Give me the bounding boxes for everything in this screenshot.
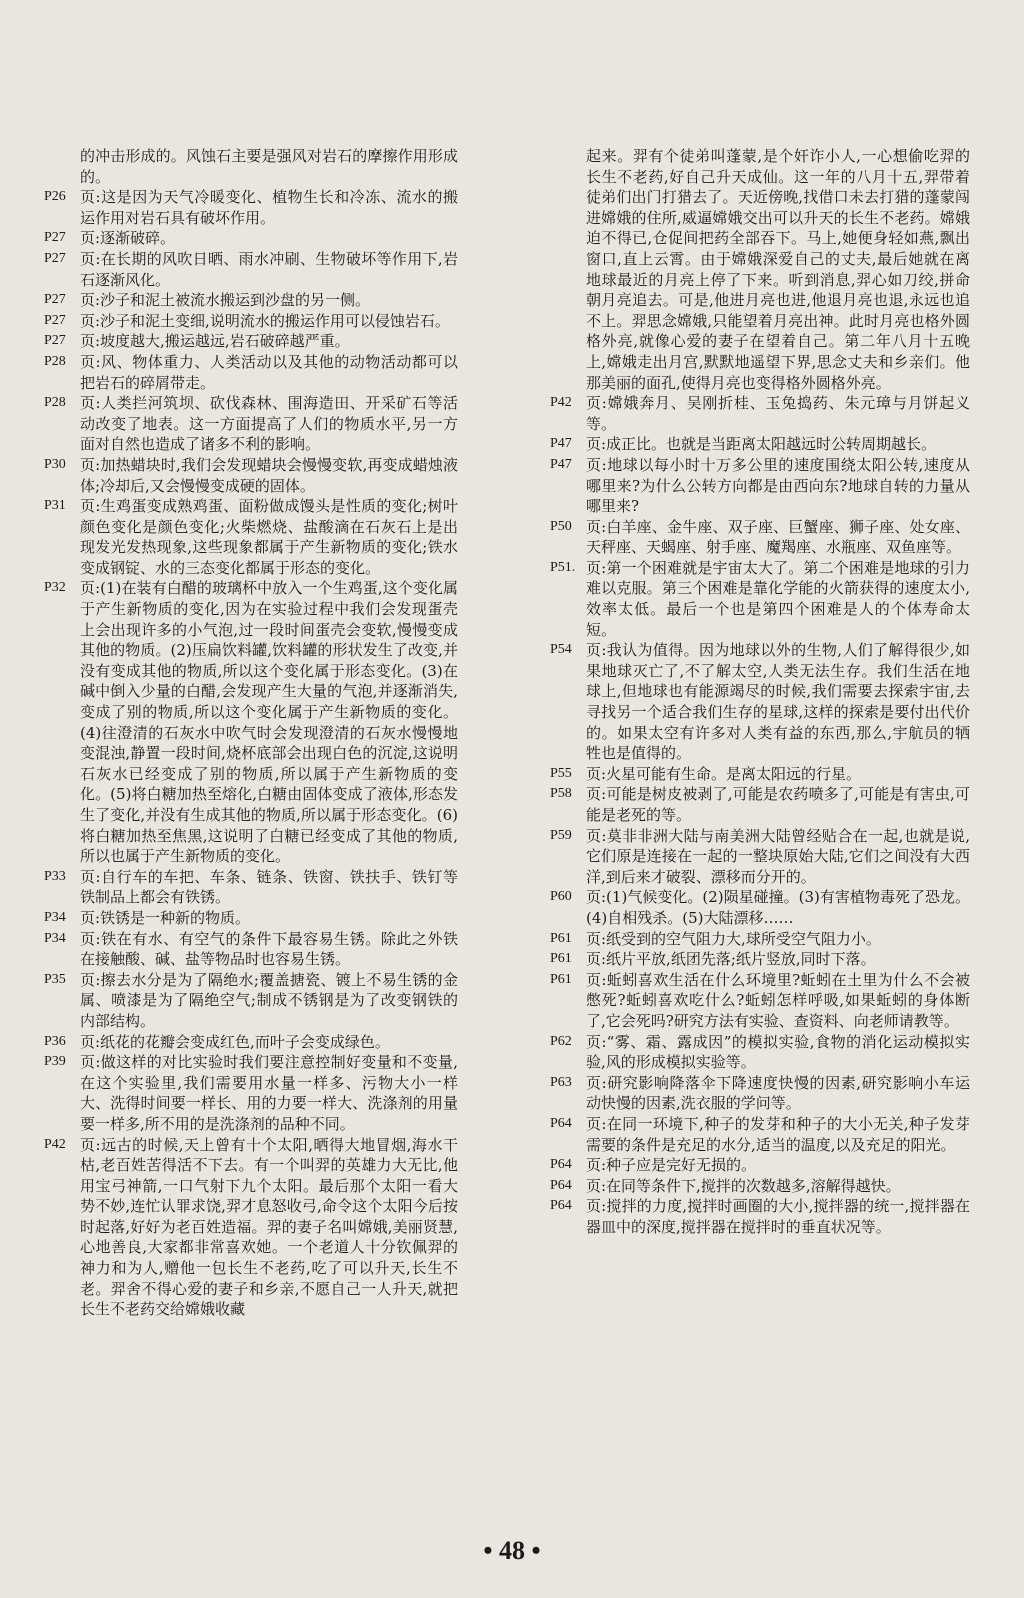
answer-text: 页:风、物体重力、人类活动以及其他的动物活动都可以把岩石的碎屑带走。 (80, 352, 458, 392)
page-ref: P27 (44, 250, 66, 266)
answer-text: 页:铁在有水、有空气的条件下最容易生锈。除此之外铁在接触酸、碱、盐等物品时也容易生锈。 (80, 929, 458, 969)
page-ref: P42 (44, 1136, 66, 1152)
page-ref: P61 (550, 951, 572, 967)
answer-entry (550, 826, 970, 888)
answer-text: 页:这是因为天气冷暖变化、植物生长和冷冻、流水的搬运作用对岩石具有破坏作用。 (80, 188, 458, 227)
answer-text: 页:沙子和泥土变细,说明流水的搬运作用可以侵蚀岩石。 (80, 311, 450, 330)
right-column (550, 146, 970, 1237)
answer-entry (44, 929, 458, 970)
answer-entry (44, 970, 458, 1032)
page-ref: P27 (44, 292, 66, 308)
answer-entry (44, 578, 458, 866)
answer-text: 页:沙子和泥土被流水搬运到沙盘的另一侧。 (80, 291, 371, 310)
answer-text: 页:蚯蚓喜欢生活在什么环境里?蚯蚓在土里为什么不会被憋死?蚯蚓喜欢吃什么?蚯蚓怎样呼吸,如果蚯蚓的身体断了,它会死吗?研究方法有实验、查资料、向老师请教等。 (586, 970, 970, 1030)
answer-text: 页:(1)气候变化。(2)陨星碰撞。(3)有害植物毒死了恐龙。(4)自相残杀。(5)大陆漂移…… (586, 888, 970, 927)
answer-entry (44, 290, 458, 311)
answer-entry (44, 1052, 458, 1134)
answer-text: 页:种子应是完好无损的。 (586, 1156, 757, 1175)
answer-entry (44, 908, 458, 929)
answer-continuation (550, 146, 970, 393)
answer-entry (44, 867, 458, 908)
page-ref: P64 (550, 1115, 572, 1131)
answer-entry (44, 1032, 458, 1053)
answer-text: 页:纸片平放,纸团先落;纸片竖放,同时下落。 (586, 950, 876, 969)
answer-entry (44, 455, 458, 496)
page-ref: P61 (550, 930, 572, 946)
page-ref: P27 (44, 230, 66, 246)
answer-text: 页:在同等条件下,搅拌的次数越多,溶解得越快。 (586, 1176, 901, 1195)
answer-text: 页:逐渐破碎。 (80, 229, 176, 248)
answer-entry (44, 228, 458, 249)
page-ref: P32 (44, 580, 66, 596)
answer-entry (550, 558, 970, 640)
answer-entry (550, 887, 970, 928)
page-ref: P39 (44, 1054, 66, 1070)
answer-entry (44, 331, 458, 352)
answer-text: 页:我认为值得。因为地球以外的生物,人们了解得很少,如果地球灭亡了,不了解太空,人类无法生存。我们生活在地球上,但地球也有能源竭尽的时候,我们需要去探索宇宙,去寻找另一个适合我们生存的星球,这样的探索是要付出代价的。如果太空有许多对人类有益的东西,那么,宇航员的牺牲也是值得的。 (586, 641, 970, 763)
answer-entry (44, 393, 458, 455)
answer-text: 页:在同一环境下,种子的发芽和种子的大小无关,种子发芽需要的条件是充足的水分,适当的温度,以及充足的阳光。 (586, 1114, 970, 1154)
page-ref: P42 (550, 395, 572, 411)
page-ref: P47 (550, 456, 572, 472)
answer-text: 页:生鸡蛋变成熟鸡蛋、面粉做成馒头是性质的变化;树叶颜色变化是颜色变化;火柴燃烧、盐酸滴在石灰石上是出现发光发热现象,这些现象都属于产生新物质的变化;铁水变成钢锭、水的三态变化都属于形态的变化。 (80, 497, 458, 577)
page-ref: P35 (44, 971, 66, 987)
answer-text: 页:第一个困难就是宇宙太大了。第二个困难是地球的引力难以克服。第三个困难是靠化学能的火箭获得的速度太小,效率太低。最后一个也是第四个困难是人的个体寿命太短。 (586, 558, 970, 639)
answer-entry (550, 393, 970, 434)
page-ref: P30 (44, 456, 66, 472)
answer-text: 页:铁锈是一种新的物质。 (80, 908, 251, 927)
page-ref: P64 (550, 1157, 572, 1173)
answer-text: 页:在长期的风吹日晒、雨水冲刷、生物破坏等作用下,岩石逐渐风化。 (80, 249, 458, 289)
page-ref: P63 (550, 1074, 572, 1090)
answer-entry (550, 434, 970, 455)
page-ref: P28 (44, 353, 66, 369)
page-number: • 48 • (483, 1536, 541, 1565)
page-ref: P59 (550, 827, 572, 843)
answer-text: 页:远古的时候,天上曾有十个太阳,晒得大地冒烟,海水干枯,老百姓苦得活不下去。有一个叫羿的英雄力大无比,他用宝弓神箭,一口气射下九个太阳。最后那个太阳一看大势不妙,连忙认罪求饶,羿才息怒收弓,命令这个太阳今后按时起落,好好为老百姓造福。羿的妻子名叫嫦娥,美丽贤慧,心地善良,大家都非常喜欢她。一个老道人十分钦佩羿的神力和为人,赠他一包长生不老药,吃了可以升天,长生不老。羿舍不得心爱的妻子和乡亲,不愿自己一人升天,就把长生不老药交给嫦娥收藏 (80, 1135, 458, 1319)
answer-entry (550, 1073, 970, 1114)
page-ref: P27 (44, 312, 66, 328)
page-ref: P60 (550, 889, 572, 905)
page-ref: P64 (550, 1198, 572, 1214)
page-ref: P54 (550, 642, 572, 658)
answer-entry (550, 1114, 970, 1155)
answer-text: 页:擦去水分是为了隔绝水;覆盖搪瓷、镀上不易生锈的金属、喷漆是为了隔绝空气;制成不锈钢是为了改变钢铁的内部结构。 (80, 970, 458, 1030)
page-ref: P55 (550, 765, 572, 781)
page-ref: P50 (550, 518, 572, 534)
answer-text: 页:搅拌的力度,搅拌时画圈的大小,搅拌器的统一,搅拌器在器皿中的深度,搅拌器在搅拌时的垂直状况等。 (586, 1197, 970, 1236)
answer-entry (44, 1135, 458, 1320)
answer-entry (44, 249, 458, 290)
page-ref: P36 (44, 1033, 66, 1049)
page-ref: P58 (550, 786, 572, 802)
answer-entry (550, 455, 970, 517)
page-ref: P34 (44, 930, 66, 946)
answer-entry (550, 640, 970, 764)
answer-text: 页:可能是树皮被剥了,可能是农药喷多了,可能是有害虫,可能是老死的等。 (586, 785, 970, 824)
page-ref: P28 (44, 395, 66, 411)
answer-text: 起来。羿有个徒弟叫蓬蒙,是个奸诈小人,一心想偷吃羿的长生不老药,好自己升天成仙。这一年的八月十五,羿带着徒弟们出门打猎去了。天近傍晚,找借口未去打猎的蓬蒙闯进嫦娥的住所,威逼嫦娥交出可以升天的长生不老药。嫦娥迫不得已,仓促间把药全部吞下。马上,她便身轻如燕,飘出窗口,直上云霄。由于嫦娥深爱自己的丈夫,最后她就在离地球最近的月亮上停了下来。听到消息,羿心如刀绞,拼命朝月亮追去。可是,他进月亮也进,他退月亮也退,永远也追不上。羿思念嫦娥,只能望着月亮出神。此时月亮也格外圆格外亮,就像心爱的妻子在望着自己。第二年八月十五晚上,嫦娥走出月宫,默默地遥望下界,思念丈夫和乡亲们。他那美丽的面孔,使得月亮也变得格外圆格外亮。 (586, 147, 970, 392)
left-column (44, 146, 458, 1320)
answer-entry (550, 784, 970, 825)
answer-entry (44, 187, 458, 228)
answer-entry (550, 1196, 970, 1237)
page-ref: P26 (44, 189, 66, 205)
answer-entry (550, 1155, 970, 1176)
answer-text: 页:坡度越大,搬运越远,岩石破碎越严重。 (80, 332, 350, 351)
answer-continuation (44, 146, 458, 187)
page-ref: P64 (550, 1177, 572, 1193)
page-ref: P47 (550, 436, 572, 452)
answer-text: 页:(1)在装有白醋的玻璃杯中放入一个生鸡蛋,这个变化属于产生新物质的变化,因为在实验过程中我们会发现蛋壳上会出现许多的小气泡,过一段时间蛋壳会变软,慢慢变成其他的物质。(2)压扁饮料罐,饮料罐的形状发生了改变,并没有变成其他的物质,所以这个变化属于形态变化。(3)在碱中倒入少量的白醋,会发现产生大量的气泡,并逐渐消失,变成了别的物质,所以这个变化属于产生新物质的变化。(4)往澄清的石灰水中吹气时会发现澄清的石灰水慢慢地变混浊,静置一段时间,烧杯底部会出现白色的沉淀,这说明石灰水已经变成了别的物质,所以属于产生新物质的变化。(5)将白糖加热至熔化,白糖由固体变成了液体,形态发生了变化,并没有生成其他的物质,所以属于形态变化。(6)将白糖加热至焦黑,这说明了白糖已经变成了其他的物质,所以也属于产生新物质的变化。 (80, 579, 458, 866)
answer-entry (550, 1176, 970, 1197)
answer-text: 的冲击形成的。风蚀石主要是强风对岩石的摩擦作用形成的。 (80, 147, 458, 186)
page-ref: P51. (550, 559, 576, 575)
answer-text: 页:做这样的对比实验时我们要注意控制好变量和不变量,在这个实验里,我们需要用水量一样多、污物大小一样大、洗得时间要一样长、用的力要一样大、洗涤剂的用量要一样多,所不用的是洗涤剂的品种不同。 (80, 1053, 458, 1133)
answer-text: 页:纸受到的空气阻力大,球所受空气阻力小。 (586, 929, 881, 948)
answer-entry (550, 949, 970, 970)
answer-text: 页:加热蜡块时,我们会发现蜡块会慢慢变软,再变成蜡烛液体;冷却后,又会慢慢变成硬的固体。 (80, 455, 458, 495)
answer-text: 页:莫非非洲大陆与南美洲大陆曾经贴合在一起,也就是说,它们原是连接在一起的一整块原始大陆,它们之间没有大西洋,到后来才破裂、漂移而分开的。 (586, 826, 970, 886)
answer-entry (550, 929, 970, 950)
page-ref: P27 (44, 333, 66, 349)
answer-text: 页:成正比。也就是当距离太阳越远时公转周期越长。 (586, 435, 937, 454)
answer-text: 页:火星可能有生命。是离太阳远的行星。 (586, 764, 862, 783)
page-ref: P34 (44, 909, 66, 925)
answer-text: 页:“雾、霜、露成因”的模拟实验,食物的消化运动模拟实验,风的形成模拟实验等。 (586, 1032, 970, 1072)
answer-text: 页:嫦娥奔月、吴刚折桂、玉兔捣药、朱元璋与月饼起义等。 (586, 394, 970, 433)
answer-entry (550, 1032, 970, 1073)
page-ref: P31 (44, 498, 66, 514)
page-ref: P33 (44, 868, 66, 884)
answer-text: 页:人类拦河筑坝、砍伐森林、围海造田、开采矿石等活动改变了地表。这一方面提高了人们的物质水平,另一方面对自然也造成了诸多不利的影响。 (80, 394, 458, 454)
answer-text: 页:自行车的车把、车条、链条、铁窗、铁扶手、铁钉等铁制品上都会有铁锈。 (80, 867, 458, 907)
page-ref: P61 (550, 971, 572, 987)
answer-entry (550, 764, 970, 785)
answer-entry (550, 970, 970, 1032)
answer-entry (44, 311, 458, 332)
answer-entry (44, 352, 458, 393)
answer-text: 页:纸花的花瓣会变成红色,而叶子会变成绿色。 (80, 1032, 390, 1051)
answer-text: 页:地球以每小时十万多公里的速度围绕太阳公转,速度从哪里来?为什么公转方向都是由西向东?地球自转的力量从哪里来? (586, 455, 970, 516)
answer-text: 页:研究影响降落伞下降速度快慢的因素,研究影响小车运动快慢的因素,洗衣服的学问等。 (586, 1073, 970, 1113)
answer-entry (550, 517, 970, 558)
answer-entry (44, 496, 458, 578)
page-ref: P62 (550, 1033, 572, 1049)
answer-text: 页:白羊座、金牛座、双子座、巨蟹座、狮子座、处女座、天秤座、天蝎座、射手座、魔羯座、水瓶座、双鱼座等。 (586, 517, 970, 557)
